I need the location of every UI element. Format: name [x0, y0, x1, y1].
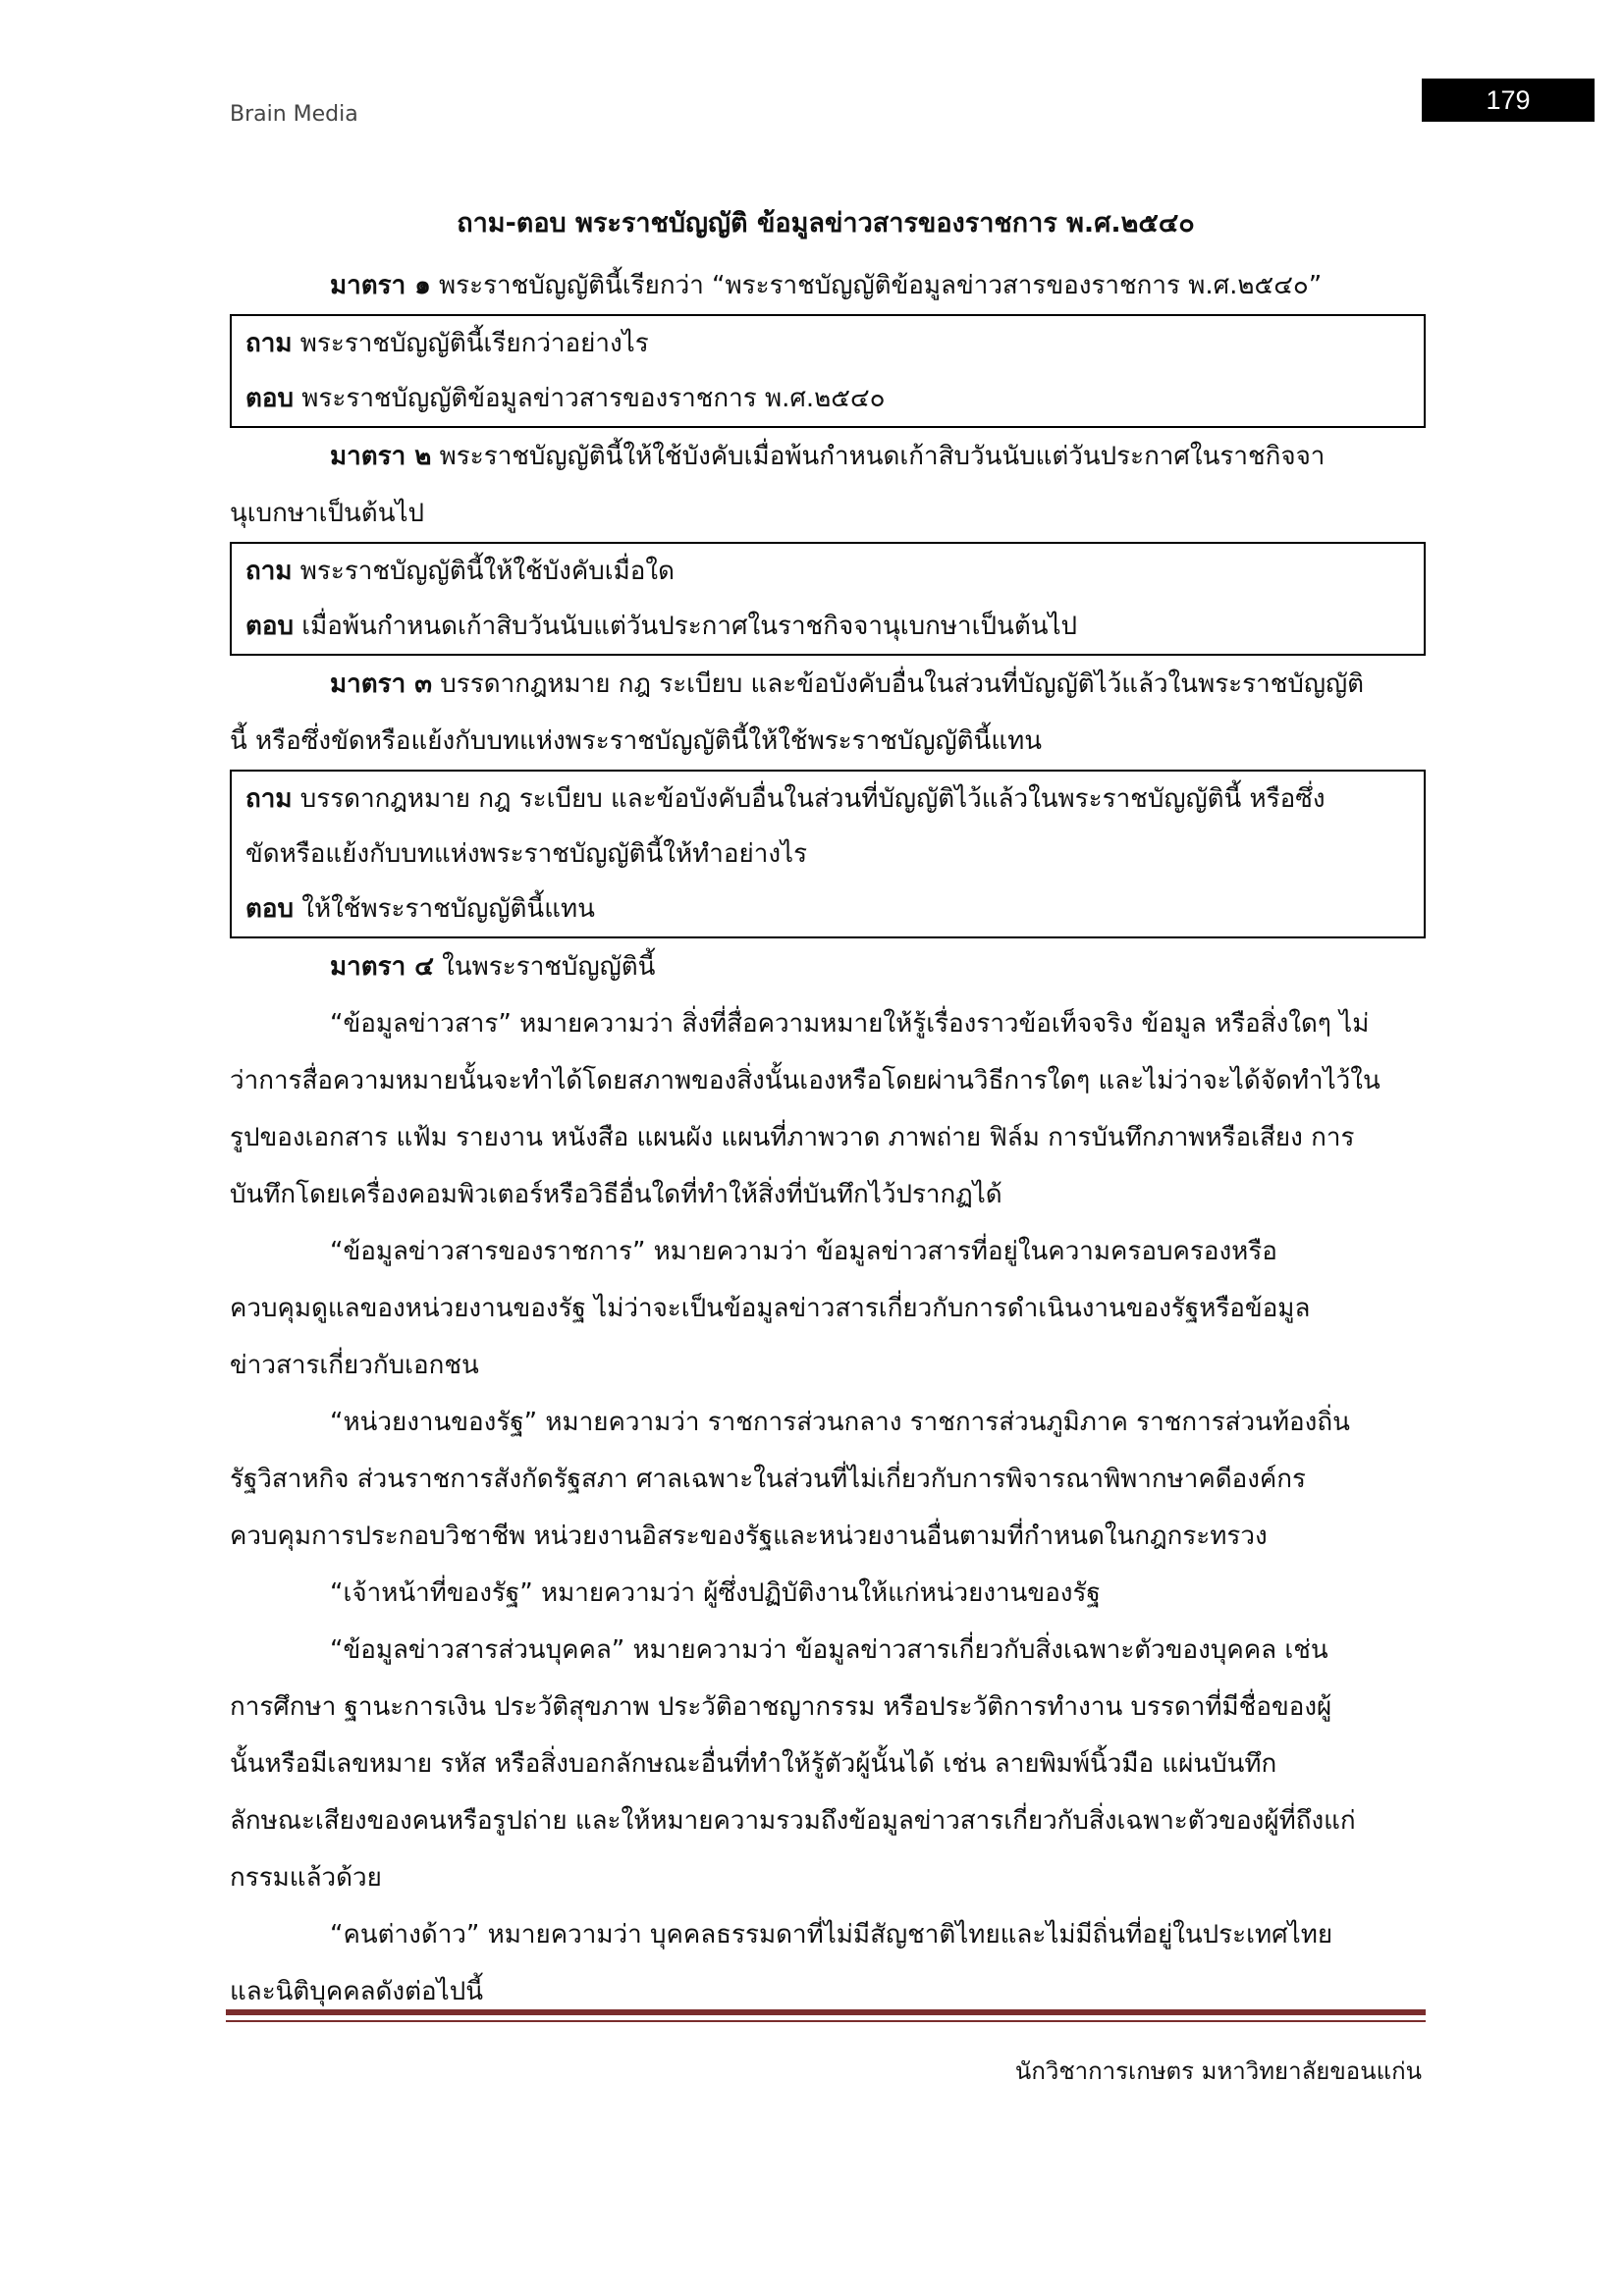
paragraph-line: การศึกษา ฐานะการเงิน ประวัติสุขภาพ ประวัติอาชญากรรม หรือประวัติการทำงาน บรรดาที่มีชื่อของผู้ [230, 1692, 1332, 1722]
answer [245, 599, 1410, 654]
brand-label: Brain Media [230, 102, 358, 127]
section-text: พระราชบัญญัตินี้เรียกว่า “พระราชบัญญัติข้อมูลข่าวสารของราชการ พ.ศ.๒๕๔๐” [430, 271, 1323, 300]
definition-personal-info [230, 1622, 1426, 1906]
question [245, 544, 1410, 599]
answer [245, 881, 1410, 936]
answer-text: พระราชบัญญัติข้อมูลข่าวสารของราชการ พ.ศ.๒๕๔๐ [294, 384, 886, 413]
footer-rule-thin [226, 2020, 1426, 2022]
paragraph-line: รูปของเอกสาร แฟ้ม รายงาน หนังสือ แผนผัง แผนที่ภาพวาด ภาพถ่าย ฟิล์ม การบันทึกภาพหรือเสียง การ [230, 1123, 1355, 1152]
paragraph-line: ควบคุมดูแลของหน่วยงานของรัฐ ไม่ว่าจะเป็นข้อมูลข่าวสารเกี่ยวกับการดำเนินงานของรัฐหรือข้อมูล [230, 1294, 1311, 1323]
question-text: พระราชบัญญัตินี้ให้ใช้บังคับเมื่อใด [292, 557, 675, 586]
definition-state-officer [230, 1565, 1426, 1622]
paragraph-line: ลักษณะเสียงของคนหรือรูปถ่าย และให้หมายความรวมถึงข้อมูลข่าวสารเกี่ยวกับสิ่งเฉพาะตัวของผู้ที่ถึงแก่ [230, 1806, 1356, 1836]
qa-box-1 [230, 314, 1426, 428]
section-3 [230, 656, 1426, 713]
paragraph-line: นั้นหรือมีเลขหมาย รหัส หรือสิ่งบอกลักษณะอื่นที่ทำให้รู้ตัวผู้นั้นได้ เช่น ลายพิมพ์นิ้วมือ แผ่นบันทึก [230, 1749, 1277, 1779]
section-label: มาตรา ๔ [330, 952, 434, 982]
question-text: พระราชบัญญัตินี้เรียกว่าอย่างไร [292, 329, 649, 358]
section-label: มาตรา ๓ [330, 669, 433, 699]
footer-rule-thick [226, 2009, 1426, 2015]
paragraph-line: ควบคุมการประกอบวิชาชีพ หน่วยงานอิสระของรัฐและหน่วยงานอื่นตามที่กำหนดในกฎกระทรวง [230, 1522, 1268, 1551]
question-label: ถาม [245, 329, 293, 358]
answer-label: ตอบ [245, 894, 295, 924]
definition-government-info [230, 1223, 1426, 1394]
question-continued: ขัดหรือแย้งกับบทแห่งพระราชบัญญัตินี้ให้ทำอย่างไร [245, 839, 808, 869]
paragraph-line: “ข้อมูลข่าวสาร” หมายความว่า สิ่งที่สื่อความหมายให้รู้เรื่องราวข้อเท็จจริง ข้อมูล หรือสิ่งใดๆ ไม่ [330, 1009, 1370, 1039]
section-text: พระราชบัญญัตินี้ให้ใช้บังคับเมื่อพ้นกำหนดเก้าสิบวันนับแต่วันประกาศในราชกิจจา [431, 442, 1326, 471]
document-body [230, 257, 1426, 2020]
paragraph-line: กรรมแล้วด้วย [230, 1863, 382, 1893]
definition-alien [230, 1906, 1426, 2020]
section-label: มาตรา ๑ [330, 271, 431, 300]
question-label: ถาม [245, 784, 293, 814]
section-text: บรรดากฎหมาย กฎ ระเบียบ และข้อบังคับอื่นในส่วนที่บัญญัติไว้แล้วในพระราชบัญญัติ [432, 669, 1365, 699]
question-text: บรรดากฎหมาย กฎ ระเบียบ และข้อบังคับอื่นในส่วนที่บัญญัติไว้แล้วในพระราชบัญญัตินี้ หรือซึ่ง [292, 784, 1326, 814]
question [245, 772, 1410, 827]
definition-state-agency [230, 1394, 1426, 1565]
definition-info [230, 995, 1426, 1223]
paragraph-line: ว่าการสื่อความหมายนั้นจะทำได้โดยสภาพของสิ่งนั้นเองหรือโดยผ่านวิธีการใดๆ และไม่ว่าจะได้จัดทำไว้ใน [230, 1066, 1380, 1095]
paragraph-line: ข่าวสารเกี่ยวกับเอกชน [230, 1351, 479, 1380]
paragraph-line: “คนต่างด้าว” หมายความว่า บุคคลธรรมดาที่ไม่มีสัญชาติไทยและไม่มีถิ่นที่อยู่ในประเทศไทย [330, 1920, 1333, 1949]
answer-label: ตอบ [245, 612, 295, 641]
section-label: มาตรา ๒ [330, 442, 432, 471]
section-1 [230, 257, 1426, 314]
paragraph-line: “เจ้าหน้าที่ของรัฐ” หมายความว่า ผู้ซึ่งปฏิบัติงานให้แก่หน่วยงานของรัฐ [330, 1578, 1101, 1608]
section-4 [230, 938, 1426, 995]
answer-label: ตอบ [245, 384, 295, 413]
answer-text: ให้ใช้พระราชบัญญัตินี้แทน [294, 894, 595, 924]
answer [245, 371, 1410, 426]
document-title: ถาม-ตอบ พระราชบัญญัติ ข้อมูลข่าวสารของราชการ พ.ศ.๒๕๔๐ [457, 208, 1195, 239]
paragraph-line: “ข้อมูลข่าวสารของราชการ” หมายความว่า ข้อมูลข่าวสารที่อยู่ในความครอบครองหรือ [330, 1237, 1277, 1266]
section-3-continued: นี้ หรือซึ่งขัดหรือแย้งกับบทแห่งพระราชบัญญัตินี้ให้ใช้พระราชบัญญัตินี้แทน [230, 726, 1042, 756]
paragraph-line: “หน่วยงานของรัฐ” หมายความว่า ราชการส่วนกลาง ราชการส่วนภูมิภาค ราชการส่วนท้องถิ่น [330, 1408, 1350, 1437]
paragraph-line: และนิติบุคคลดังต่อไปนี้ [230, 1977, 483, 2006]
footer-text: นักวิชาการเกษตร มหาวิทยาลัยขอนแก่น [1014, 2057, 1422, 2085]
page-number: 179 [1422, 79, 1595, 122]
section-2-continued: นุเบกษาเป็นต้นไป [230, 499, 425, 528]
paragraph-line: บันทึกโดยเครื่องคอมพิวเตอร์หรือวิธีอื่นใดที่ทำให้สิ่งที่บันทึกไว้ปรากฏได้ [230, 1180, 1002, 1209]
answer-text: เมื่อพ้นกำหนดเก้าสิบวันนับแต่วันประกาศในราชกิจจานุเบกษาเป็นต้นไป [294, 612, 1078, 641]
section-2 [230, 428, 1426, 485]
paragraph-line: รัฐวิสาหกิจ ส่วนราชการสังกัดรัฐสภา ศาลเฉพาะในส่วนที่ไม่เกี่ยวกับการพิจารณาพิพากษาคดีองค์กร [230, 1465, 1307, 1494]
section-text: ในพระราชบัญญัตินี้ [433, 952, 656, 982]
qa-box-3 [230, 770, 1426, 938]
question [245, 316, 1410, 371]
qa-box-2 [230, 542, 1426, 656]
question-label: ถาม [245, 557, 293, 586]
paragraph-line: “ข้อมูลข่าวสารส่วนบุคคล” หมายความว่า ข้อมูลข่าวสารเกี่ยวกับสิ่งเฉพาะตัวของบุคคล เช่น [330, 1635, 1328, 1665]
